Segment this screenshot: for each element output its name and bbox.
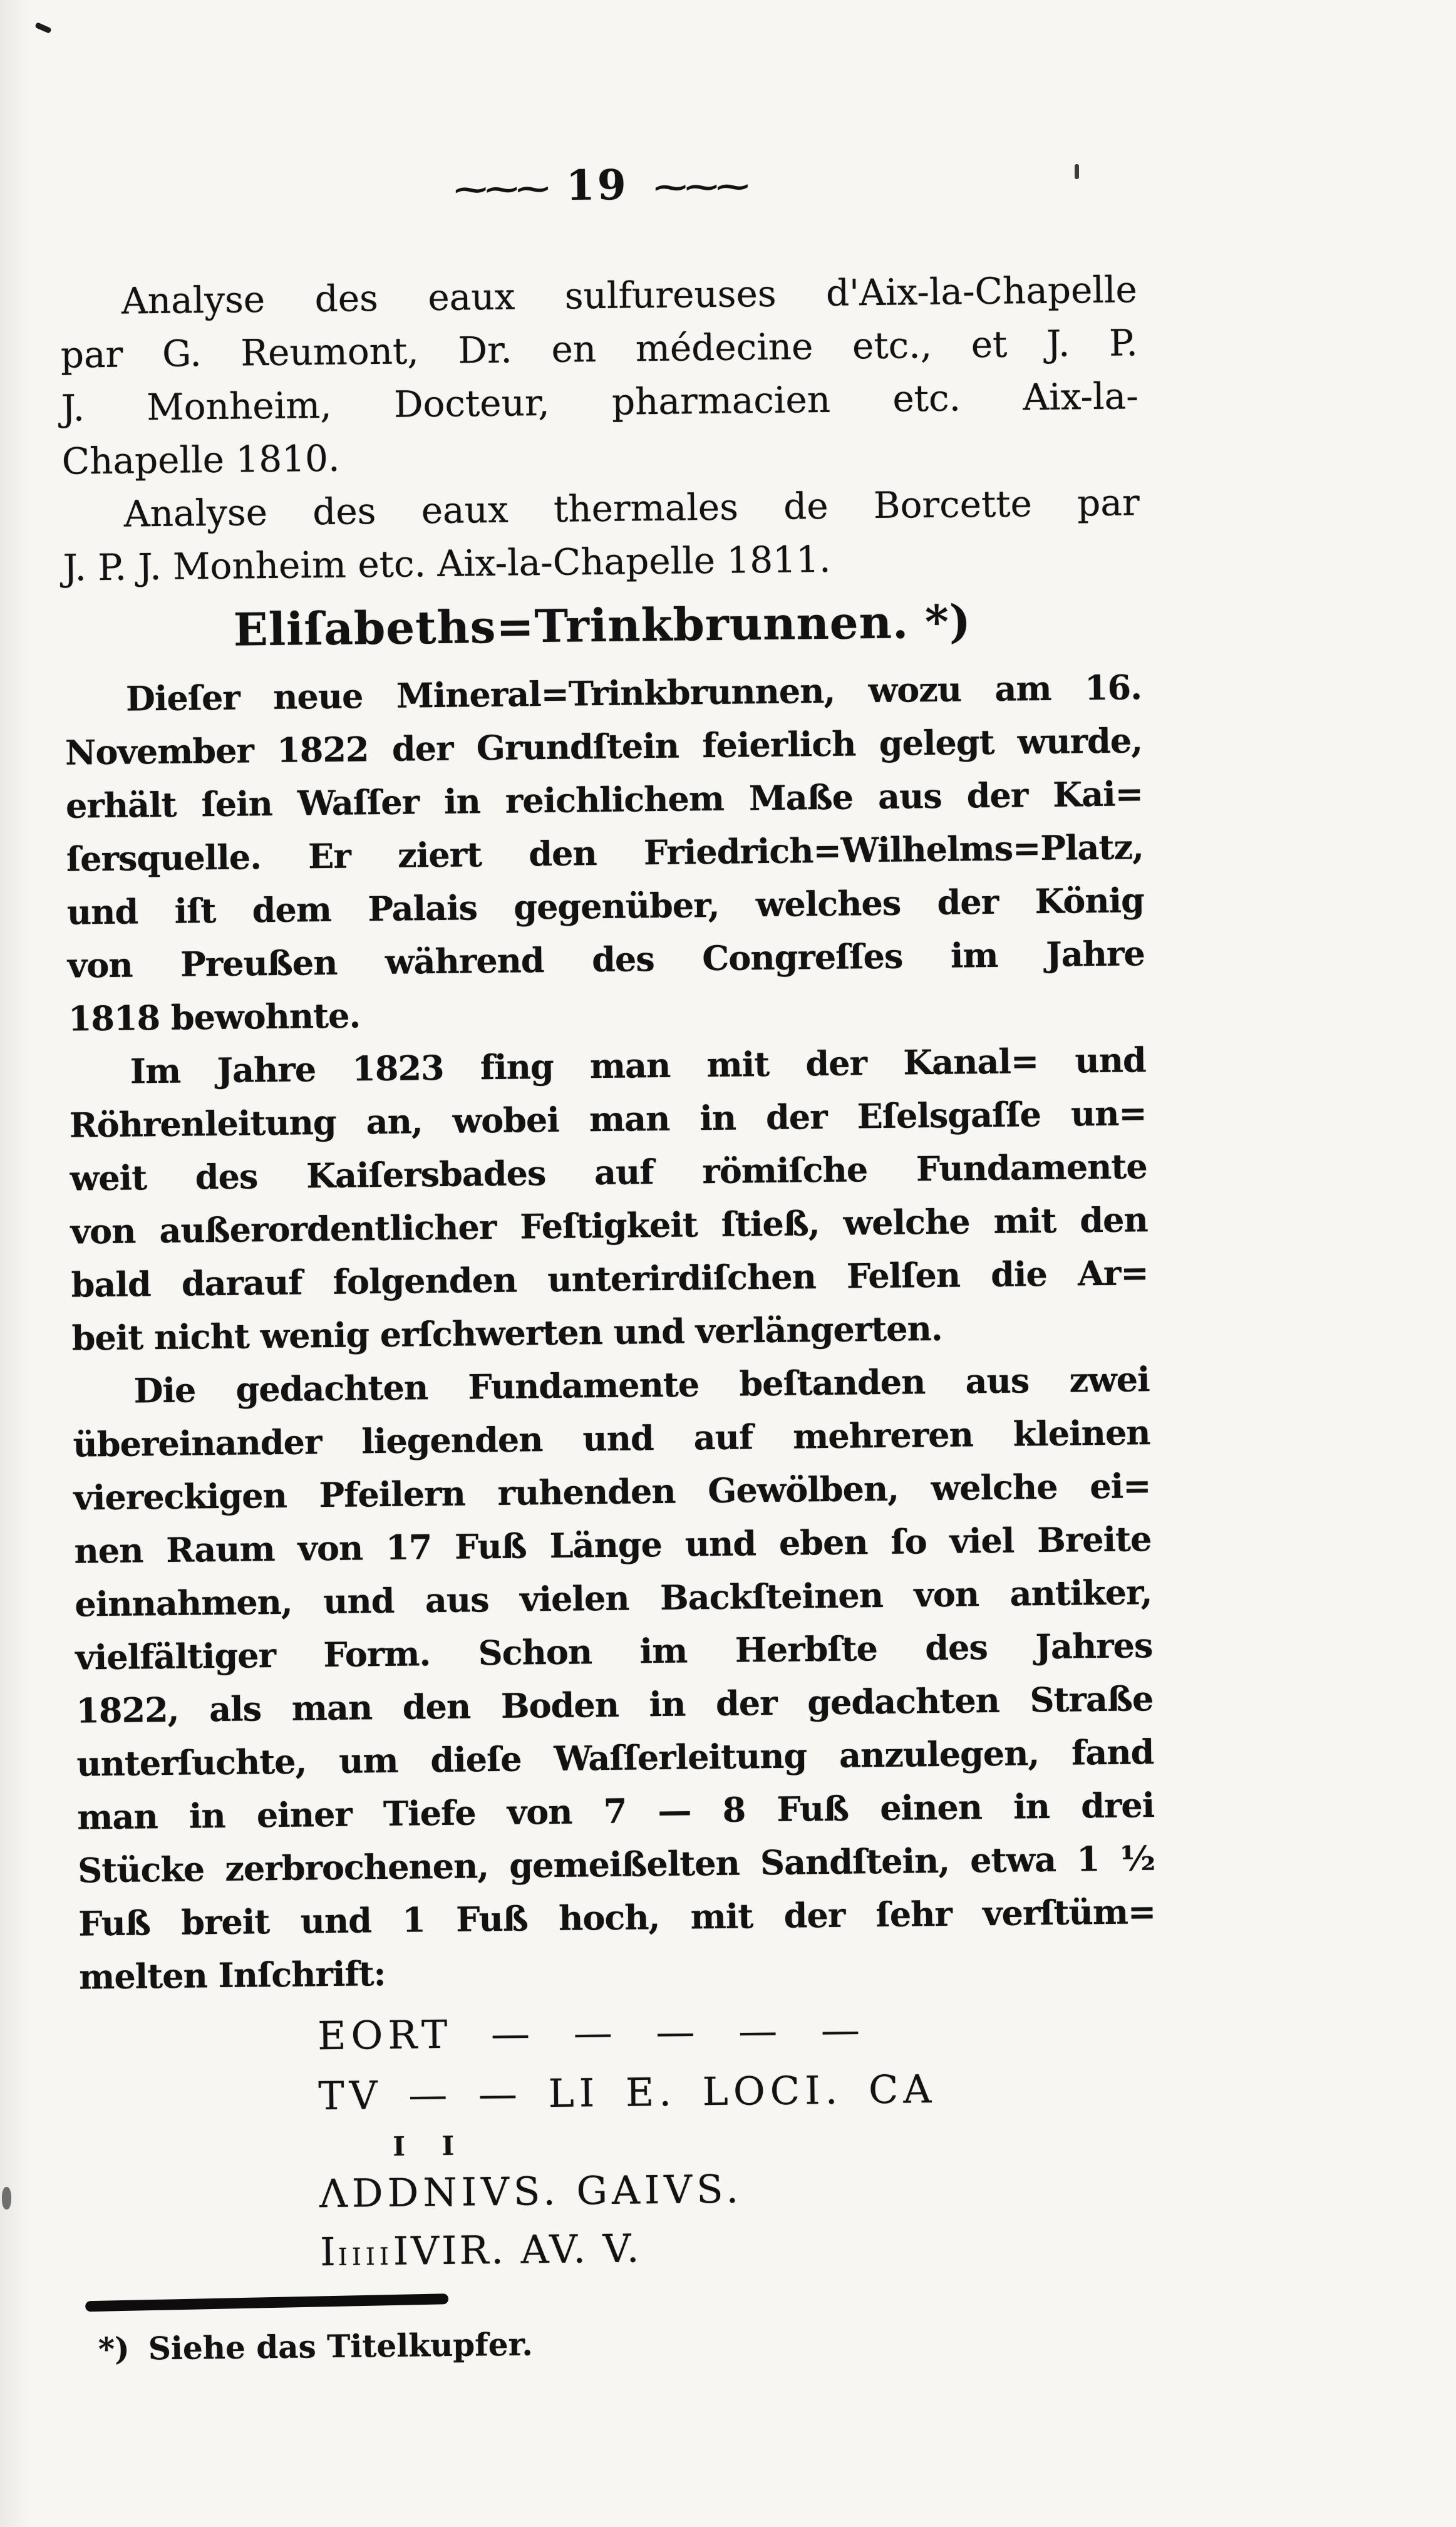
text-line: unterſuchte, um dieſe Waſſerleitung anzulegen, fand [76, 1732, 1154, 1784]
footnote-text: Siehe das Titelkupfer. [148, 2325, 534, 2367]
text-line: Analyse des eaux sulfureuses d'Aix-la-Chapelle [121, 268, 1138, 323]
body-paragraph-3 [72, 1353, 1156, 2003]
text-line: November 1822 der Grundſtein feierlich gelegt wurde, [65, 720, 1143, 773]
page-number: 19 [565, 160, 629, 210]
text-line: Im Jahre 1823 fing man mit der Kanal= und [130, 1040, 1147, 1092]
text-line: bald darauf folgenden unterirdiſchen Felſen die Ar= [71, 1253, 1149, 1305]
inscription-line-3: I I [393, 2130, 468, 2162]
footnote-marker: *) [98, 2330, 130, 2368]
inscription-line-5-end: IVIR. AV. V. [393, 2225, 642, 2274]
text-line: beit nicht wenig erſchwerten und verlängerten. [71, 1308, 942, 1358]
text-line: Fuß breit und 1 Fuß hoch, mit der ſehr verſtüm= [78, 1891, 1156, 1944]
text-line: Stücke zerbrochenen, gemeißelten Sandſtein, etwa 1 ½ [77, 1838, 1155, 1891]
body-paragraph-1 [65, 661, 1146, 1045]
text-line: Chapelle 1810. [61, 437, 340, 483]
bibliography-paragraph-1 [59, 263, 1139, 488]
page-header [58, 150, 1136, 219]
footnote [98, 2314, 1161, 2372]
text-line: Analyse des eaux thermales de Borcette par [123, 481, 1140, 535]
page-content [57, 0, 1161, 2373]
text-line: von außerordentlicher Feſtigkeit ſtieß, welche mit den [70, 1199, 1148, 1252]
text-line: J. P. J. Monheim etc. Aix-la-Chapelle 1811. [63, 537, 831, 589]
inscription-line-1: EORT — — — — — [317, 2007, 865, 2059]
text-line: man in einer Tiefe von 7 — 8 Fuß einen in drei [76, 1785, 1155, 1837]
text-line: Die gedachten Fundamente beſtanden aus zwei [133, 1359, 1150, 1411]
footnote-rule [85, 2293, 448, 2312]
roman-inscription-block [318, 1997, 1160, 2287]
text-line: erhält ſein Waſſer in reichlichem Maße aus der Kai= [65, 773, 1144, 826]
scan-edge-shadow [0, 0, 29, 2527]
inscription-line-5-small-numerals: IIII [338, 2242, 394, 2271]
text-line: von Preußen während des Congreſſes im Jahre [67, 933, 1145, 986]
section-heading: Eliſabeths=Trinkbrunnen. *) [233, 594, 972, 656]
text-line: par G. Reumont, Dr. en médecine etc., et J. P. [60, 321, 1138, 376]
text-line: vielfältiger Form. Schon im Herbſte des Jahres [75, 1625, 1153, 1678]
text-line: Röhrenleitung an, wobei man in der Eſelsgaſſe un= [69, 1093, 1147, 1145]
text-line: und iſt dem Palais gegenüber, welches der König [66, 880, 1145, 933]
inscription-line-4: ΛDDNIVS. GAIVS. [319, 2166, 743, 2217]
text-line: melten Inſchrift: [78, 1953, 386, 1997]
text-line: nen Raum von 17 Fuß Länge und eben ſo viel Breite [74, 1519, 1152, 1571]
text-line: 1818 bewohnte. [68, 995, 361, 1039]
text-line: 1822, als man den Boden in der gedachten Straße [76, 1678, 1154, 1731]
text-line: viereckigen Pfeilern ruhenden Gewölben, welche ei= [73, 1465, 1151, 1518]
text-line: Dieſer neue Mineral=Trinkbrunnen, wozu am 16. [125, 667, 1142, 719]
text-line: übereinander liegenden und auf mehreren kleinen [73, 1412, 1150, 1465]
inscription-line-5-start: I [319, 2228, 339, 2275]
squiggle-ornament-right-icon: ~~~ [650, 168, 745, 204]
bibliography-paragraph-2 [62, 476, 1140, 595]
scan-speck [34, 22, 51, 34]
text-line: weit des Kaiſersbades auf römiſche Fundamente [70, 1146, 1148, 1199]
body-paragraph-2 [68, 1033, 1149, 1365]
text-line: einnahmen, und aus vielen Backſteinen von antiker, [75, 1572, 1152, 1625]
inscription-line-2: TV — — LI E. LOCI. CA [318, 2066, 937, 2119]
text-line: J. Monheim, Docteur, pharmacien etc. Aix-la- [61, 375, 1139, 430]
scan-speck [2, 2187, 11, 2209]
inscription-line-5 [320, 2213, 1160, 2287]
squiggle-ornament-left-icon: ~~~ [450, 170, 545, 207]
text-line: ſersquelle. Er ziert den Friedrich=Wilhelms=Platz, [66, 827, 1144, 879]
